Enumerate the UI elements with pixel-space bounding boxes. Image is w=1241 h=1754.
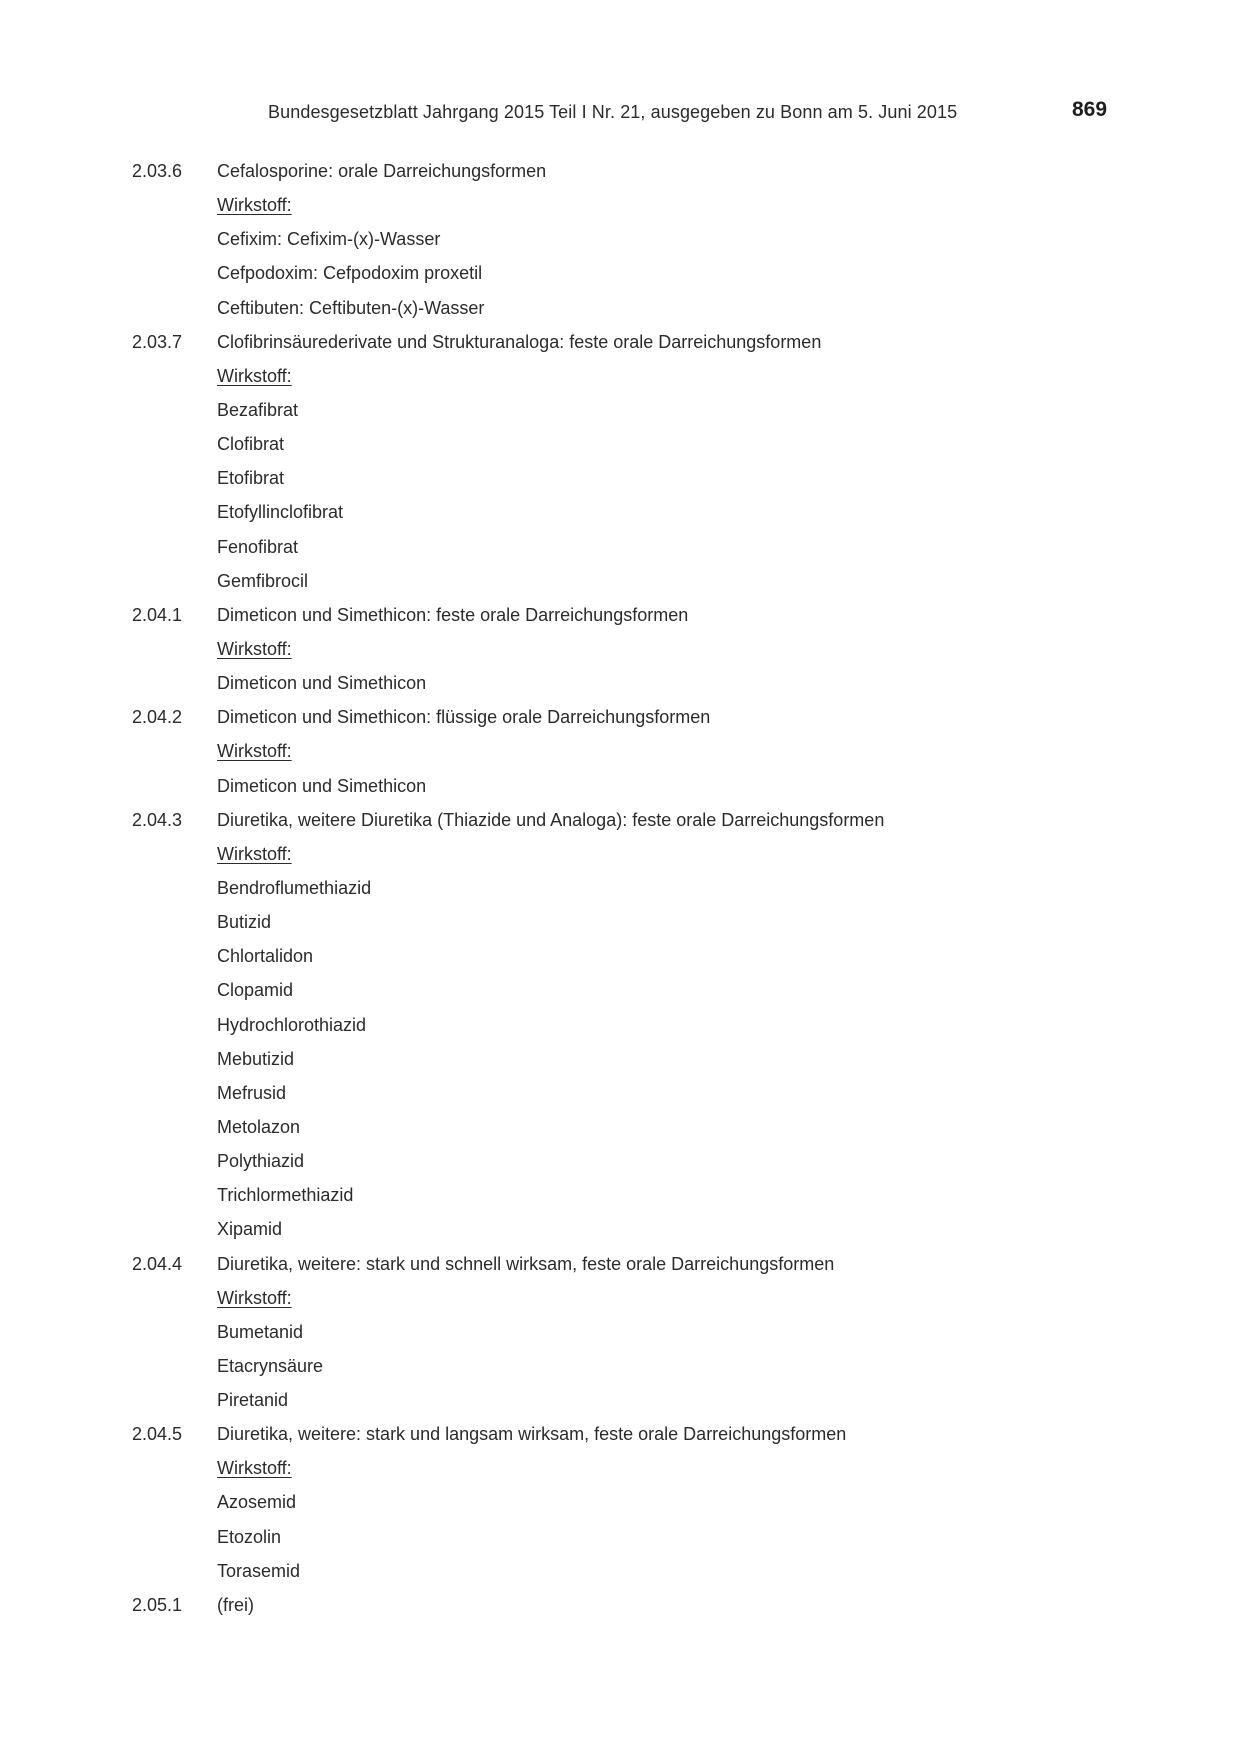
- substance-name: Gemfibrocil: [217, 570, 309, 591]
- list-item: [0, 1557, 1241, 1591]
- section-heading: [0, 1591, 1241, 1625]
- section-number: 2.03.6: [132, 161, 183, 181]
- section-heading: [0, 703, 1241, 737]
- substance-name: Etofyllinclofibrat: [217, 502, 344, 523]
- section-number: 2.05.1: [132, 1594, 183, 1615]
- substance-name: Cefpodoxim: Cefpodoxim proxetil: [217, 263, 483, 284]
- substance-name: Xipamid: [217, 1219, 283, 1240]
- wirkstoff-label: Wirkstoff:: [217, 638, 292, 659]
- substance-name: Butizid: [217, 912, 272, 933]
- substance-name: Metolazon: [217, 1116, 301, 1137]
- substance-name: Torasemid: [217, 1560, 301, 1581]
- section-heading: [0, 1250, 1241, 1284]
- list-item: [0, 259, 1241, 293]
- page-number: 869: [1072, 98, 1108, 121]
- substance-name: Dimeticon und Simethicon: [217, 673, 427, 694]
- section-title: Diuretika, weitere: stark und schnell wirksam, feste orale Darreichungsformen: [217, 1253, 835, 1274]
- section-heading: [0, 601, 1241, 635]
- list-item: [0, 464, 1241, 498]
- wirkstoff-row: [0, 840, 1241, 874]
- section-title: Dimeticon und Simethicon: feste orale Darreichungsformen: [217, 604, 689, 625]
- section-heading: [0, 157, 1241, 191]
- substance-name: Bumetanid: [217, 1321, 304, 1342]
- page-header: [0, 98, 1241, 126]
- list-item: [0, 567, 1241, 601]
- section-heading: [0, 1420, 1241, 1454]
- list-item: [0, 1318, 1241, 1352]
- section-number: 2.04.4: [132, 1253, 183, 1274]
- section-title: Dimeticon und Simethicon: flüssige orale Darreichungsformen: [217, 707, 711, 728]
- section-number: 2.03.7: [132, 331, 183, 352]
- wirkstoff-label: Wirkstoff:: [217, 195, 292, 216]
- section-number: 2.04.2: [132, 707, 183, 728]
- section-title: (frei): [217, 1594, 254, 1615]
- list-item: [0, 225, 1241, 259]
- section-number: 2.04.1: [132, 604, 183, 625]
- substance-name: Dimeticon und Simethicon: [217, 775, 427, 796]
- list-item: [0, 1488, 1241, 1522]
- substance-name: Mebutizid: [217, 1048, 295, 1069]
- list-item: [0, 908, 1241, 942]
- list-item: [0, 1181, 1241, 1215]
- section-title: Cefalosporine: orale Darreichungsformen: [217, 161, 547, 181]
- wirkstoff-label: Wirkstoff:: [217, 843, 292, 864]
- wirkstoff-row: [0, 191, 1241, 225]
- section-number: 2.04.3: [132, 809, 183, 830]
- wirkstoff-label: Wirkstoff:: [217, 1287, 292, 1308]
- list-item: [0, 942, 1241, 976]
- section-heading: [0, 328, 1241, 362]
- list-item: [0, 669, 1241, 703]
- substance-name: Mefrusid: [217, 1082, 287, 1103]
- list-item: [0, 1523, 1241, 1557]
- section-list: [0, 157, 1241, 1625]
- wirkstoff-row: [0, 635, 1241, 669]
- substance-name: Piretanid: [217, 1390, 289, 1411]
- list-item: [0, 1352, 1241, 1386]
- list-item: [0, 874, 1241, 908]
- list-item: [0, 294, 1241, 328]
- section-title: Diuretika, weitere: stark und langsam wirksam, feste orale Darreichungsformen: [217, 1424, 847, 1445]
- section-heading: [0, 806, 1241, 840]
- substance-name: Etofibrat: [217, 468, 285, 489]
- substance-name: Clopamid: [217, 980, 294, 1001]
- substance-name: Bendroflumethiazid: [217, 877, 372, 898]
- list-item: [0, 1215, 1241, 1249]
- wirkstoff-row: [0, 362, 1241, 396]
- section-title: Clofibrinsäurederivate und Strukturanaloga: feste orale Darreichungsformen: [217, 331, 822, 352]
- list-item: [0, 1147, 1241, 1181]
- list-item: [0, 1386, 1241, 1420]
- substance-name: Fenofibrat: [217, 536, 299, 557]
- substance-name: Cefixim: Cefixim-(x)-Wasser: [217, 229, 441, 250]
- list-item: [0, 498, 1241, 532]
- wirkstoff-row: [0, 1454, 1241, 1488]
- substance-name: Etacrynsäure: [217, 1355, 324, 1376]
- list-item: [0, 772, 1241, 806]
- list-item: [0, 1011, 1241, 1045]
- list-item: [0, 1079, 1241, 1113]
- substance-name: Ceftibuten: Ceftibuten-(x)-Wasser: [217, 297, 485, 318]
- section-number: 2.04.5: [132, 1424, 183, 1445]
- list-item: [0, 533, 1241, 567]
- list-item: [0, 976, 1241, 1010]
- wirkstoff-row: [0, 737, 1241, 771]
- substance-name: Trichlormethiazid: [217, 1185, 354, 1206]
- wirkstoff-row: [0, 1284, 1241, 1318]
- substance-name: Clofibrat: [217, 434, 285, 455]
- wirkstoff-label: Wirkstoff:: [217, 741, 292, 762]
- list-item: [0, 1113, 1241, 1147]
- wirkstoff-label: Wirkstoff:: [217, 1458, 292, 1479]
- wirkstoff-label: Wirkstoff:: [217, 365, 292, 386]
- list-item: [0, 396, 1241, 430]
- substance-name: Azosemid: [217, 1492, 297, 1513]
- substance-name: Chlortalidon: [217, 946, 314, 967]
- substance-name: Hydrochlorothiazid: [217, 1014, 367, 1035]
- list-item: [0, 1045, 1241, 1079]
- list-item: [0, 430, 1241, 464]
- substance-name: Etozolin: [217, 1526, 282, 1547]
- section-title: Diuretika, weitere Diuretika (Thiazide und Analoga): feste orale Darreichungsformen: [217, 809, 885, 830]
- substance-name: Polythiazid: [217, 1151, 305, 1172]
- substance-name: Bezafibrat: [217, 399, 299, 420]
- header-title: Bundesgesetzblatt Jahrgang 2015 Teil I Nr. 21, ausgegeben zu Bonn am 5. Juni 2015: [268, 102, 958, 122]
